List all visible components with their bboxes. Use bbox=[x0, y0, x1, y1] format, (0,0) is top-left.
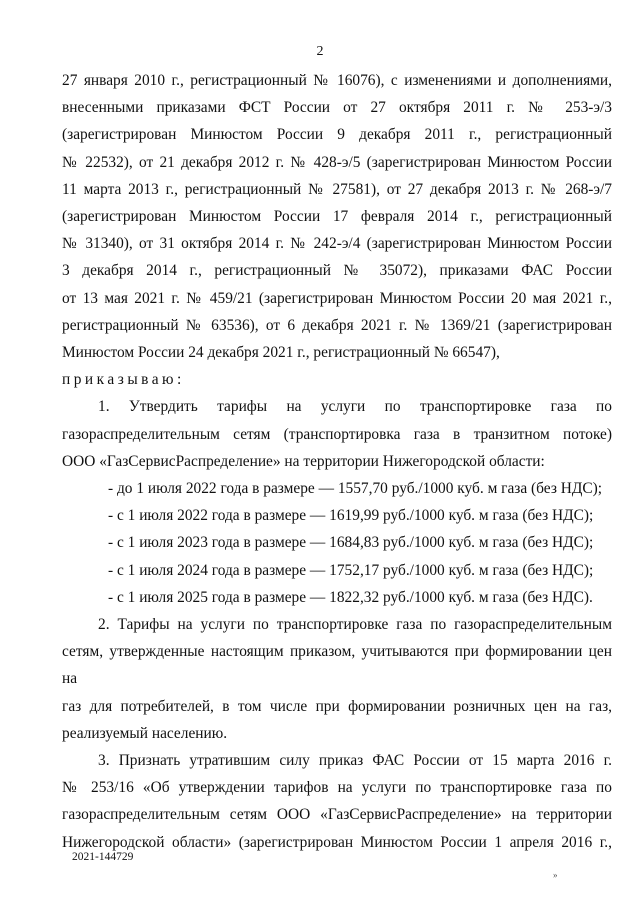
text-line: регистрационный № 63536), от 6 декабря 2021 г. № 1369/21 (зарегистрирован bbox=[62, 316, 612, 334]
text-line: 2. Тарифы на услуги по транспортировке газа по газораспределительным bbox=[98, 616, 612, 634]
text-line: № 22532), от 21 декабря 2012 г. № 428-э/5 (зарегистрирован Минюстом России bbox=[62, 153, 612, 171]
text-line: Минюстом России 24 декабря 2021 г., регистрационный № 66547), bbox=[62, 344, 500, 362]
document-number: 2021-144729 bbox=[72, 851, 134, 863]
text-line: сетям, утвержденные настоящим приказом, учитываются при формировании цен на bbox=[62, 643, 612, 688]
page-number: 2 bbox=[316, 44, 324, 59]
tariff-item: - до 1 июля 2022 года в размере — 1557,70 руб./1000 куб. м газа (без НДС); bbox=[108, 480, 603, 498]
tariff-item: - с 1 июля 2023 года в размере — 1684,83 руб./1000 куб. м газа (без НДС); bbox=[108, 534, 594, 552]
text-line: (зарегистрирован Минюстом России 17 февраля 2014 г., регистрационный bbox=[62, 208, 612, 226]
text-line: 11 марта 2013 г., регистрационный № 27581), от 27 декабря 2013 г. № 268-э/7 bbox=[62, 180, 612, 198]
text-line: реализуемый населению. bbox=[62, 724, 228, 742]
text-line: 1. Утвердить тарифы на услуги по транспортировке газа по bbox=[98, 398, 612, 416]
text-line: № 31340), от 31 октября 2014 г. № 242-э/4 (зарегистрирован Минюстом России bbox=[62, 235, 612, 253]
footer-mark: » bbox=[553, 870, 558, 880]
tariff-item: - с 1 июля 2022 года в размере — 1619,99 руб./1000 куб. м газа (без НДС); bbox=[108, 507, 594, 525]
text-line: внесенными приказами ФСТ России от 27 октября 2011 г. № 253-э/3 bbox=[62, 99, 612, 117]
tariff-item: - с 1 июля 2025 года в размере — 1822,32 руб./1000 куб. м газа (без НДС). bbox=[108, 588, 593, 606]
text-line: от 13 мая 2021 г. № 459/21 (зарегистрирован Минюстом России 20 мая 2021 г., bbox=[62, 289, 612, 307]
tariff-item: - с 1 июля 2024 года в размере — 1752,17 руб./1000 куб. м газа (без НДС); bbox=[108, 561, 594, 579]
document-body bbox=[62, 67, 612, 856]
text-line: № 253/16 «Об утверждении тарифов на услуги по транспортировке газа по bbox=[62, 779, 612, 797]
text-line: 3. Признать утратившим силу приказ ФАС России от 15 марта 2016 г. bbox=[98, 752, 612, 770]
text-line: (зарегистрирован Минюстом России 9 декабря 2011 г., регистрационный bbox=[62, 126, 612, 144]
text-line: 27 января 2010 г., регистрационный № 16076), с изменениями и дополнениями, bbox=[62, 72, 612, 89]
text-line: ООО «ГазСервисРаспределение» на территории Нижегородской области: bbox=[62, 452, 545, 470]
text-line: 3 декабря 2014 г., регистрационный № 35072), приказами ФАС России bbox=[62, 262, 612, 280]
text-line: газораспределительным сетям (транспортировка газа в транзитном потоке) bbox=[62, 425, 612, 443]
text-line: газораспределительным сетям ООО «ГазСервисРаспределение» на территории bbox=[62, 806, 612, 824]
text-line: газ для потребителей, в том числе при формировании розничных цен на газ, bbox=[62, 697, 612, 715]
order-word: приказываю: bbox=[62, 371, 185, 389]
text-line: Нижегородской области» (зарегистрирован Минюстом России 1 апреля 2016 г., bbox=[62, 833, 612, 851]
